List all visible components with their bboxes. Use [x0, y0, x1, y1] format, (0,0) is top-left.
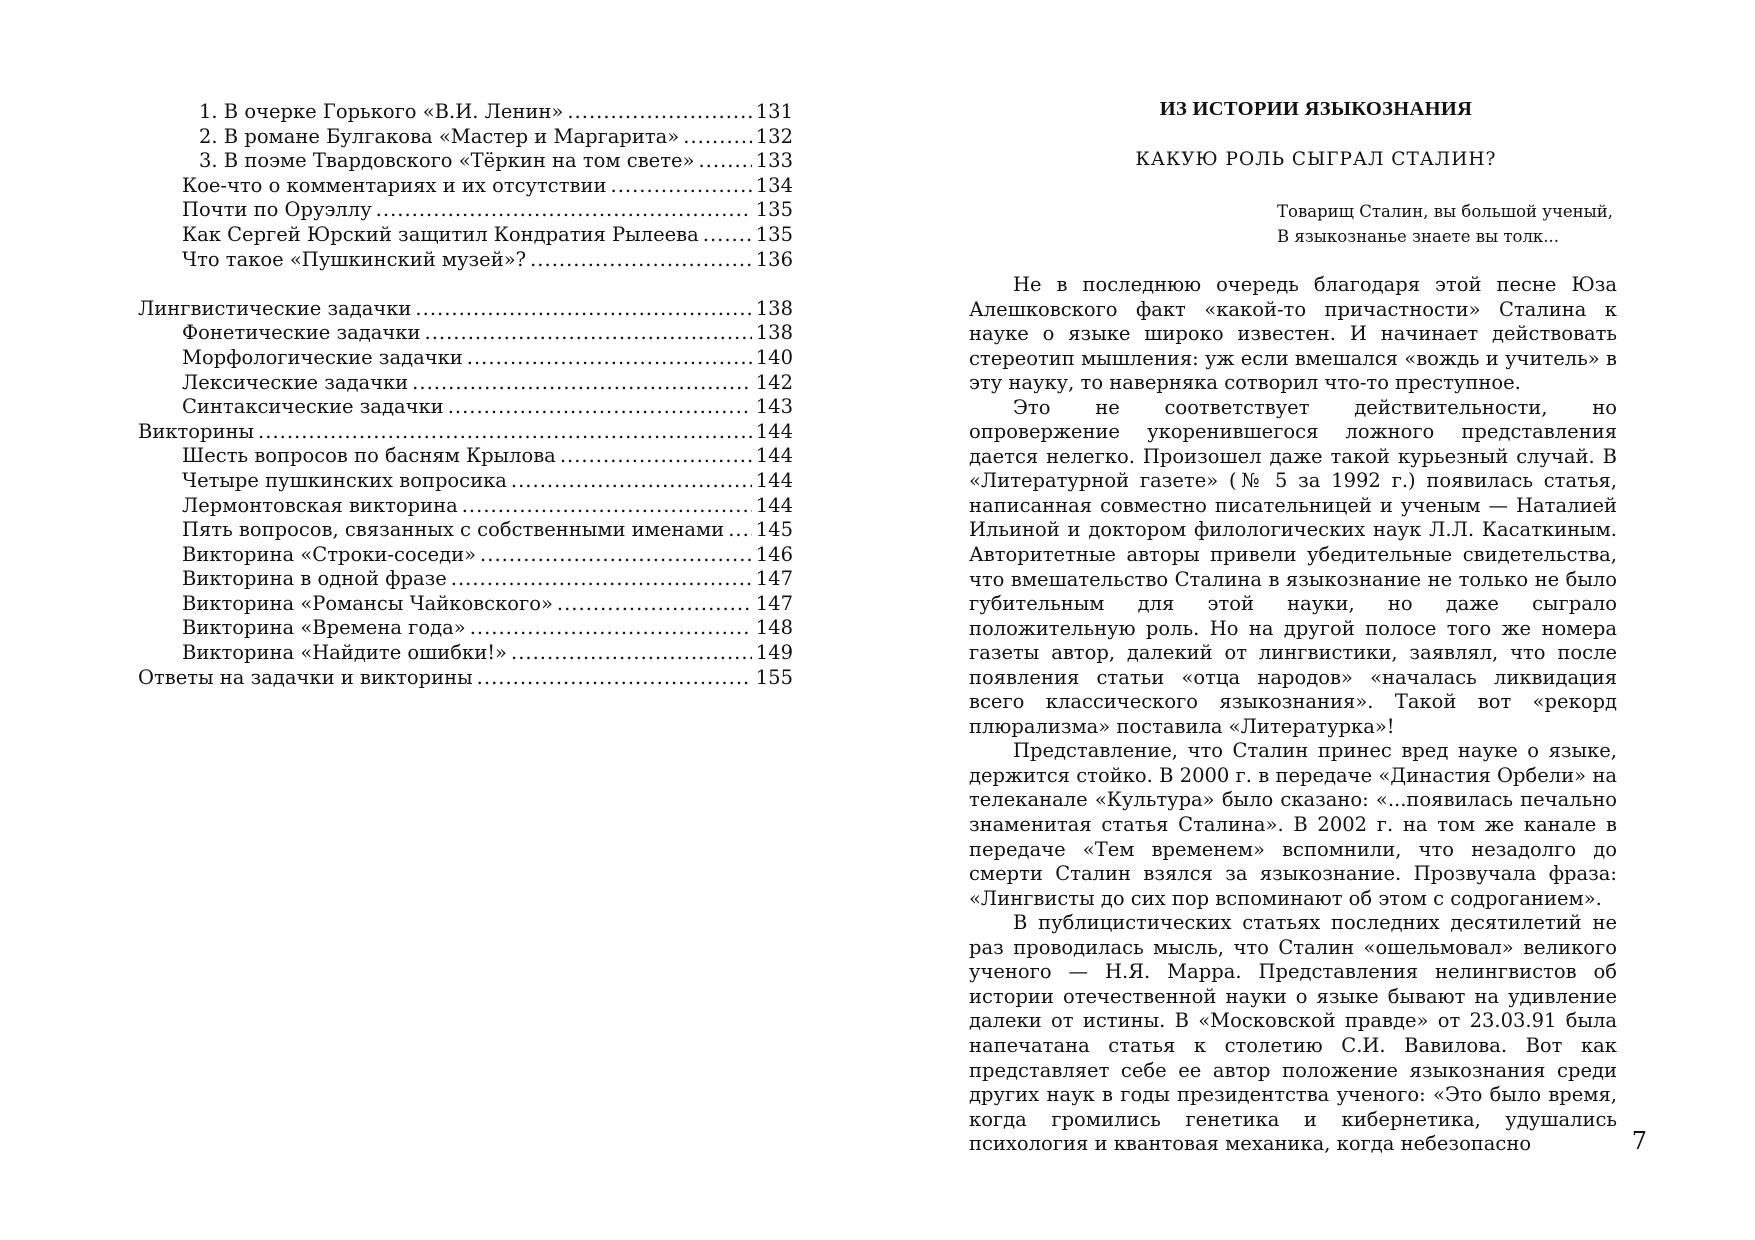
toc-dot-leader	[448, 395, 752, 420]
toc-entry	[138, 395, 793, 420]
toc-entry-page: 136	[755, 247, 793, 271]
toc-dot-leader	[511, 641, 752, 666]
toc-entry-title: Что такое «Пушкинский музей»?	[182, 247, 527, 271]
toc-entry-page: 147	[755, 567, 793, 591]
toc-entry-title: Лексические задачки	[182, 370, 409, 394]
toc-entry	[138, 248, 793, 273]
toc-entry-title: Фонетические задачки	[182, 321, 421, 345]
toc-entry	[138, 543, 793, 568]
toc-entry-page: 142	[755, 370, 793, 394]
section-title: КАКУЮ РОЛЬ СЫГРАЛ СТАЛИН?	[1135, 149, 1497, 170]
toc-entry-title: Викторина «Найдите ошибки!»	[182, 641, 507, 665]
right-page	[877, 0, 1755, 1240]
toc-entry-title: Викторина в одной фразе	[182, 567, 447, 591]
toc-entry-page: 144	[755, 493, 793, 517]
toc-entry-title: Почти по Оруэллу	[182, 198, 372, 222]
toc-entry-title: Викторина «Времена года»	[182, 616, 466, 640]
toc-entry-title: Шесть вопросов по басням Крылова	[182, 444, 556, 468]
toc-entry-title: Викторины	[138, 419, 255, 443]
toc-entry	[138, 174, 793, 199]
toc-entry	[138, 616, 793, 641]
toc-entry-title: Пять вопросов, связанных с собственными именами	[182, 518, 725, 542]
toc-dot-leader	[258, 420, 752, 445]
toc-dot-leader	[703, 223, 752, 248]
toc-entry-page: 134	[755, 173, 793, 197]
paragraph: В публицистических статьях последних десятилетий не раз проводилась мысль, что Сталин «ошельмовал» великого ученого — Н.Я. Марра. Представления нелингвистов об истории отечественной науки о языке бывают на удивление далеки от истины. В «Московской правде» от 23.03.91 была напечатана статья к столетию С.И. Вавилова. Вот как представляет себе ее автор положение языкознания среди других наук в годы президентства ученого: «Это было время, когда громились генетика и кибернетика, удушались психология и квантовая механика, когда небезопасно	[969, 911, 1617, 1156]
toc-entry-page: 133	[755, 149, 793, 173]
paragraph: Представление, что Сталин принес вред науке о языке, держится стойко. В 2000 г. в передаче «Династия Орбели» на телеканале «Культура» было сказано: «...появилась печально знаменитая статья Сталина». В 2002 г. на том же канале в передаче «Тем временем» вспомнили, что незадолго до смерти Сталин взялся за языкознание. Прозвучала фраза: «Лингвисты до сих пор вспоминают об этом с содроганием».	[969, 739, 1617, 910]
toc-entry	[138, 100, 793, 125]
toc-entry	[138, 149, 793, 174]
toc-entry-page: 155	[755, 665, 793, 689]
toc-entry-page: 144	[755, 468, 793, 492]
toc-dot-leader	[376, 198, 752, 223]
toc-dot-leader	[480, 543, 752, 568]
page-number: 7	[1631, 1127, 1647, 1155]
toc-entry	[138, 444, 793, 469]
toc-dot-leader	[412, 371, 752, 396]
left-page	[0, 0, 877, 1240]
toc-dot-leader	[530, 248, 752, 273]
toc-entry-page: 138	[755, 321, 793, 345]
toc-entry-page: 145	[755, 518, 793, 542]
epigraph-line: Товарищ Сталин, вы большой ученый,	[1277, 202, 1614, 221]
toc-entry	[138, 592, 793, 617]
toc-dot-leader	[462, 494, 752, 519]
toc-dot-leader	[728, 518, 752, 543]
toc-dot-leader	[451, 567, 752, 592]
table-of-contents	[138, 100, 793, 690]
chapter-title: ИЗ ИСТОРИИ ЯЗЫКОЗНАНИЯ	[1159, 98, 1473, 120]
toc-entry-title: Как Сергей Юрский защитил Кондратия Рылеева	[182, 222, 699, 246]
toc-entry-title: Ответы на задачки и викторины	[138, 665, 473, 689]
toc-entry	[138, 666, 793, 691]
toc-entry-title: Викторина «Романсы Чайковского»	[182, 591, 553, 615]
toc-entry-page: 140	[755, 345, 793, 369]
toc-entry-page: 143	[755, 395, 793, 419]
toc-dot-leader	[470, 616, 752, 641]
toc-entry-page: 135	[755, 198, 793, 222]
toc-entry-title: Лермонтовская викторина	[182, 493, 458, 517]
epigraph	[1277, 199, 1637, 249]
toc-dot-leader	[425, 321, 752, 346]
toc-entry-title: Лингвистические задачки	[138, 296, 412, 320]
toc-entry-page: 131	[755, 100, 793, 123]
toc-entry	[138, 297, 793, 322]
toc-dot-leader	[511, 469, 752, 494]
toc-dot-leader	[567, 100, 751, 125]
toc-entry-title: Кое-что о комментариях и их отсутствии	[182, 173, 607, 197]
toc-entry	[138, 518, 793, 543]
toc-entry	[138, 567, 793, 592]
toc-entry-page: 147	[755, 591, 793, 615]
toc-dot-leader	[467, 346, 752, 371]
toc-entry-page: 148	[755, 616, 793, 640]
toc-dot-leader	[611, 174, 752, 199]
toc-entry-page: 144	[755, 444, 793, 468]
toc-entry	[138, 321, 793, 346]
toc-entry-page: 149	[755, 641, 793, 665]
toc-entry	[138, 641, 793, 666]
body-text	[969, 273, 1617, 1157]
toc-entry	[138, 198, 793, 223]
toc-entry-title: 1. В очерке Горького «В.И. Ленин»	[199, 100, 564, 123]
toc-entry	[138, 494, 793, 519]
toc-entry	[138, 223, 793, 248]
toc-entry-page: 146	[755, 542, 793, 566]
toc-dot-leader	[698, 149, 751, 174]
toc-entry-page: 135	[755, 222, 793, 246]
toc-entry-title: 3. В поэме Твардовского «Тёркин на том свете»	[199, 149, 695, 173]
toc-entry	[138, 420, 793, 445]
toc-entry	[138, 125, 793, 150]
toc-entry-title: Морфологические задачки	[182, 345, 463, 369]
toc-dot-leader	[415, 297, 751, 322]
toc-entry-page: 144	[755, 419, 793, 443]
toc-entry-page: 138	[755, 296, 793, 320]
toc-entry-page: 132	[755, 124, 793, 148]
toc-entry-title: Викторина «Строки-соседи»	[182, 542, 477, 566]
toc-dot-leader	[557, 592, 752, 617]
epigraph-line: В языкознанье знаете вы толк...	[1277, 227, 1559, 246]
toc-entry	[138, 346, 793, 371]
toc-entry-title: Синтаксические задачки	[182, 395, 444, 419]
toc-entry-title: Четыре пушкинских вопросика	[182, 468, 507, 492]
toc-entry	[138, 371, 793, 396]
toc-dot-leader	[477, 666, 752, 691]
toc-dot-leader	[683, 125, 752, 150]
paragraph: Не в последнюю очередь благодаря этой песне Юза Алешковского факт «какой-то причастности» Сталина к науке о языке широко известен. И начинает действовать стереотип мышления: уж если вмешался «вождь и учитель» в эту науку, то наверняка сотворил что-то преступное.	[969, 273, 1617, 395]
toc-entry	[138, 469, 793, 494]
toc-entry-title: 2. В романе Булгакова «Мастер и Маргарита»	[199, 124, 680, 148]
toc-dot-leader	[560, 444, 752, 469]
paragraph: Это не соответствует действительности, но опровержение укоренившегося ложного представления дается нелегко. Произошел даже такой курьезный случай. В «Литературной газете» (№ 5 за 1992 г.) появилась статья, написанная совместно писательницей и ученым — Наталией Ильиной и доктором филологических наук Л.Л. Касаткиным. Авторитетные авторы привели убедительные свидетельства, что вмешательство Сталина в языкознание не только не было губительным для этой науки, но даже сыграло положительную роль. Но на другой полосе того же номера газеты автор, далекий от лингвистики, заявлял, что после появления статьи «отца народов» «началась ликвидация всего классического языкознания». Такой вот «рекорд плюрализма» поставила «Литературка»!	[969, 395, 1617, 738]
